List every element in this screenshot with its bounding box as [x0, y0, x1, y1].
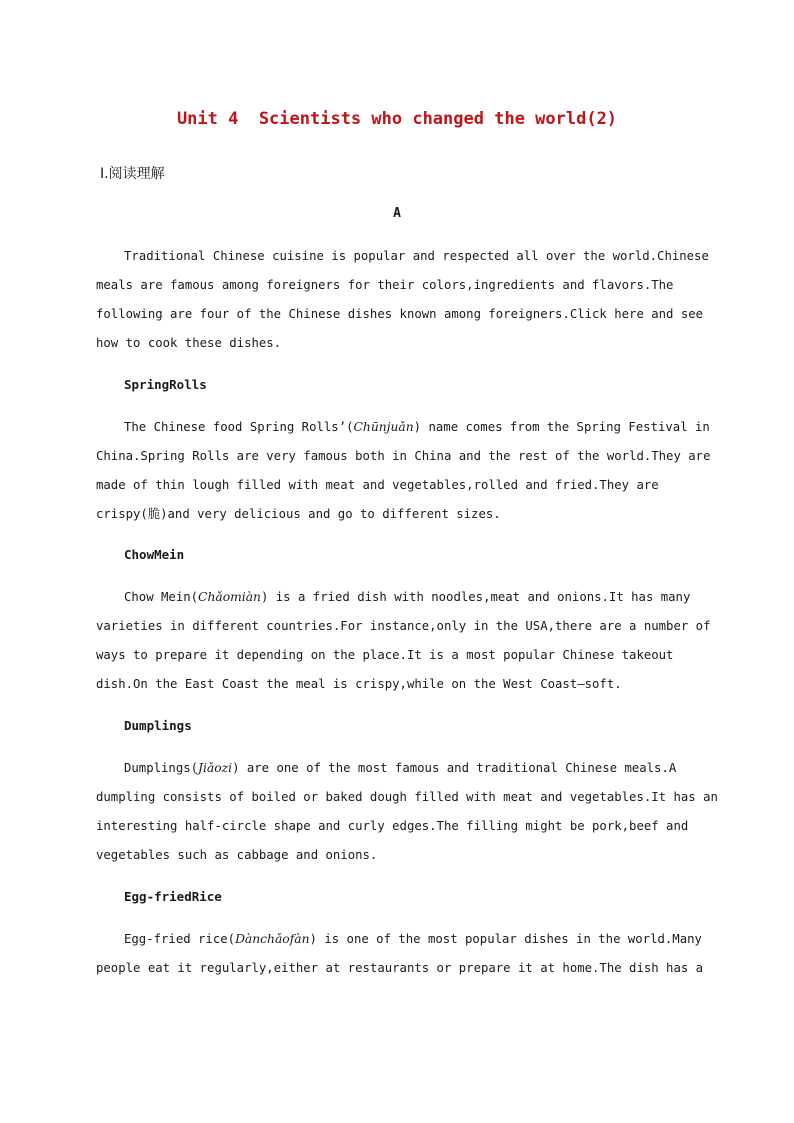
text-line: meals are famous among foreigners for their colors,ingredients and flavors.The — [96, 278, 674, 292]
text-line: Traditional Chinese cuisine is popular and respected all over the world.Chinese — [124, 249, 709, 263]
text-line — [96, 925, 702, 954]
pinyin-text: Chǎomiàn — [198, 590, 261, 604]
intro-paragraph — [96, 242, 709, 358]
pinyin-text: Dànchǎofàn — [235, 932, 310, 946]
page-title: Unit 4 Scientists who changed the world(2) — [176, 109, 618, 129]
text-line — [96, 413, 710, 442]
text-fragment: Dumplings( — [124, 761, 199, 775]
text-fragment: ) are one of the most famous and traditional Chinese meals.A — [232, 761, 677, 775]
dish-paragraph-spring-rolls — [96, 413, 711, 529]
text-line: people eat it regularly,either at restaurants or prepare it at home.The dish has a — [96, 961, 704, 975]
text-line: varieties in different countries.For instance,only in the USA,there are a number of — [96, 619, 711, 633]
dish-paragraph-chow-mein — [96, 583, 711, 699]
text-line: following are four of the Chinese dishes known among foreigners.Click here and see — [96, 307, 704, 321]
section-heading: Ⅰ.阅读理解 — [100, 166, 165, 182]
text-line: dumpling consists of boiled or baked dough filled with meat and vegetables.It has an — [96, 790, 718, 804]
text-line: vegetables such as cabbage and onions. — [96, 848, 378, 862]
dish-paragraph-egg-fried-rice — [96, 925, 704, 983]
pinyin-text: Jiǎozi — [198, 761, 233, 775]
dish-heading-egg-fried-rice: Egg-friedRice — [124, 889, 222, 904]
text-line — [96, 754, 694, 783]
text-fragment: ) is a fried dish with noodles,meat and onions.It has many — [260, 590, 691, 604]
text-line: China.Spring Rolls are very famous both in China and the rest of the world.They are — [96, 449, 711, 463]
passage-label: A — [393, 206, 401, 221]
dish-heading-dumplings: Dumplings — [124, 718, 192, 733]
text-fragment: ) name comes from the Spring Festival in — [413, 420, 710, 434]
text-line: how to cook these dishes. — [96, 336, 282, 350]
text-fragment: ) is one of the most popular dishes in the world.Many — [309, 932, 702, 946]
dish-paragraph-dumplings — [96, 754, 718, 870]
pinyin-text: Chūnjuǎn — [353, 420, 414, 434]
text-fragment: Egg-fried rice( — [124, 932, 236, 946]
text-line: dish.On the East Coast the meal is crispy,while on the West Coast—soft. — [96, 677, 622, 691]
text-line: ways to prepare it depending on the place.It is a most popular Chinese takeout — [96, 648, 674, 662]
text-fragment: The Chinese food Spring Rolls’( — [124, 420, 354, 434]
dish-heading-chow-mein: ChowMein — [124, 547, 185, 562]
text-line: interesting half-circle shape and curly edges.The filling might be pork,beef and — [96, 819, 689, 833]
text-line: crispy(脆)and very delicious and go to different sizes. — [96, 507, 501, 521]
text-line — [96, 583, 694, 612]
dish-heading-spring-rolls: SpringRolls — [124, 377, 207, 392]
text-line: made of thin lough filled with meat and vegetables,rolled and fried.They are — [96, 478, 659, 492]
text-fragment: Chow Mein( — [124, 590, 199, 604]
